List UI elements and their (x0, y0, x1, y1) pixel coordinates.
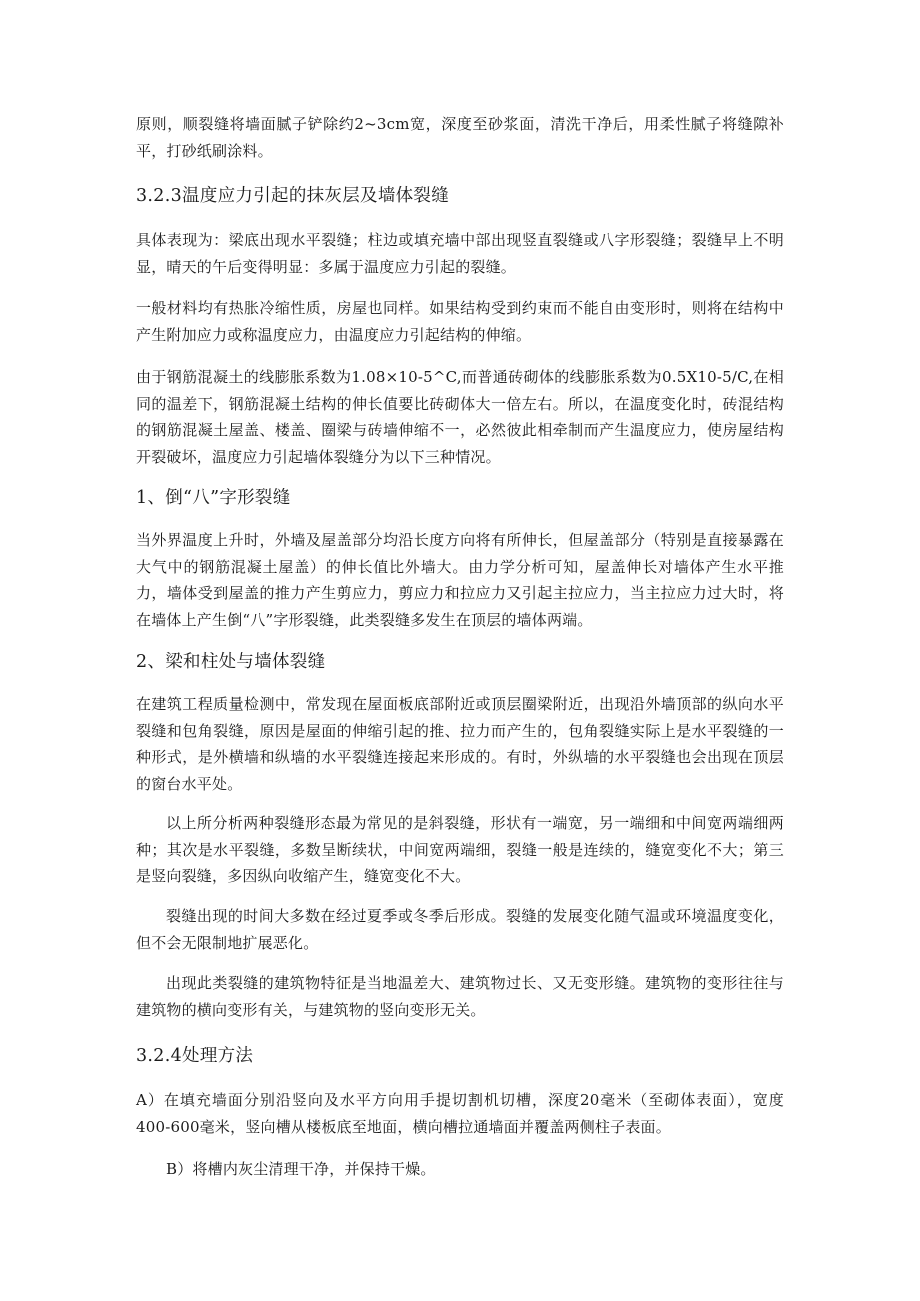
section-heading-3-2-4: 3.2.4处理方法 (136, 1046, 254, 1066)
paragraph-intro: 原则，顺裂缝将墙面腻子铲除约2~3cm宽，深度至砂浆面，清洗干净后，用柔性腻子将缝隙补平，打砂纸刷涂料。 (136, 115, 784, 160)
subheading-beam-column-crack: 2、梁和柱处与墙体裂缝 (136, 652, 326, 672)
paragraph-step-b: B）将槽内灰尘清理干净，并保持干燥。 (166, 1160, 436, 1178)
paragraph-crack-shapes: 以上所分析两种裂缝形态最为常见的是斜裂缝，形状有一端宽，另一端细和中间宽两端细两种；其次是水平裂缝，多数呈断续状，中间宽两端细，裂缝一般是连续的，缝宽变化不大；第三是竖向裂缝，多因纵向收缩产生，缝宽变化不大。 (136, 814, 784, 885)
subheading-inverted-eight-crack: 1、倒“八”字形裂缝 (136, 488, 291, 508)
paragraph-inverted-eight-crack: 当外界温度上升时，外墙及屋盖部分均沿长度方向将有所伸长，但屋盖部分（特别是直接暴露在大气中的钢筋混凝土屋盖）的伸长值比外墙大。由力学分析可知，屋盖伸长对墙体产生水平推力，墙体受到屋盖的推力产生剪应力，剪应力和拉应力又引起主拉应力，当主拉应力过大时，将在墙体上产生倒“八”字形裂缝，此类裂缝多发生在顶层的墙体两端。 (136, 531, 784, 629)
section-heading-3-2-3: 3.2.3温度应力引起的抹灰层及墙体裂缝 (136, 186, 450, 206)
paragraph-building-features: 出现此类裂缝的建筑物特征是当地温差大、建筑物过长、又无变形缝。建筑物的变形往往与建筑物的横向变形有关，与建筑物的竖向变形无关。 (136, 974, 784, 1019)
paragraph-expansion-coefficient: 由于钢筋混凝土的线膨胀系数为1.08×10-5^C,而普通砖砌体的线膨胀系数为0.5X10-5/C,在相同的温差下，钢筋混凝土结构的伸长值要比砖砌体大一倍左右。所以，在温度变化时，砖混结构的钢筋混凝土屋盖、楼盖、圈梁与砖墙伸缩不一，必然彼此相牵制而产生温度应力，使房屋结构开裂破坏，温度应力引起墙体裂缝分为以下三种情况。 (136, 368, 784, 466)
paragraph-thermal-expansion: 一般材料均有热胀冷缩性质，房屋也同样。如果结构受到约束而不能自由变形时，则将在结构中产生附加应力或称温度应力，由温度应力引起结构的伸缩。 (136, 299, 784, 344)
paragraph-crack-timing: 裂缝出现的时间大多数在经过夏季或冬季后形成。裂缝的发展变化随气温或环境温度变化，但不会无限制地扩展恶化。 (136, 907, 784, 952)
paragraph-beam-column-crack: 在建筑工程质量检测中，常发现在屋面板底部附近或顶层圈梁附近，出现沿外墙顶部的纵向水平裂缝和包角裂缝，原因是屋面的伸缩引起的推、拉力而产生的，包角裂缝实际上是水平裂缝的一种形式，是外横墙和纵墙的水平裂缝连接起来形成的。有时，外纵墙的水平裂缝也会出现在顶层的窗台水平处。 (136, 695, 784, 793)
paragraph-step-a: A）在填充墙面分别沿竖向及水平方向用手提切割机切槽，深度20毫米（至砌体表面），宽度400-600毫米，竖向槽从楼板底至地面，横向槽拉通墙面并覆盖两侧柱子表面。 (136, 1091, 784, 1136)
paragraph-symptoms: 具体表现为：梁底出现水平裂缝；柱边或填充墙中部出现竖直裂缝或八字形裂缝；裂缝早上不明显，晴天的午后变得明显：多属于温度应力引起的裂缝。 (136, 231, 784, 276)
